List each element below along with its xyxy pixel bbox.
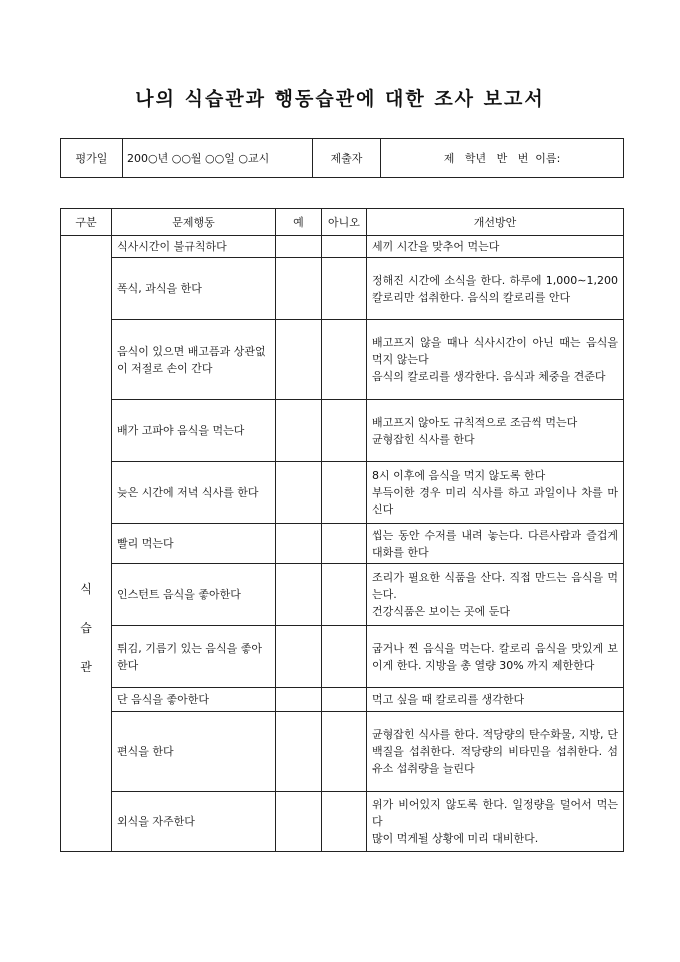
problem-behavior: 빨리 먹는다 <box>112 524 276 564</box>
yes-cell[interactable] <box>276 524 322 564</box>
table-row <box>61 258 624 320</box>
improvement-plan <box>367 462 624 524</box>
improvement-line: 음식의 칼로리를 생각한다. 음식과 체중을 견준다 <box>372 370 606 383</box>
table-row <box>61 400 624 462</box>
improvement-line: 조리가 필요한 식품을 산다. 직접 만드는 음식을 먹는다. <box>372 571 618 601</box>
yes-cell[interactable] <box>276 626 322 688</box>
improvement-line: 먹고 싶을 때 칼로리를 생각한다 <box>372 693 525 706</box>
improvement-plan <box>367 688 624 712</box>
problem-behavior: 편식을 한다 <box>112 712 276 792</box>
no-cell[interactable] <box>322 320 367 400</box>
problem-behavior: 튀김, 기름기 있는 음식을 좋아한다 <box>112 626 276 688</box>
problem-behavior: 배가 고파야 음식을 먹는다 <box>112 400 276 462</box>
yes-cell[interactable] <box>276 462 322 524</box>
table-row <box>61 792 624 852</box>
no-cell[interactable] <box>322 258 367 320</box>
yes-cell[interactable] <box>276 564 322 626</box>
improvement-line: 건강식품은 보이는 곳에 둔다 <box>372 605 511 618</box>
header-yes: 예 <box>276 209 322 236</box>
problem-behavior: 늦은 시간에 저녁 식사를 한다 <box>112 462 276 524</box>
improvement-line: 정해진 시간에 소식을 한다. 하루에 1,000∼1,200칼로리만 섭취한다. 음식의 칼로리를 안다 <box>372 273 618 304</box>
yes-cell[interactable] <box>276 712 322 792</box>
improvement-line: 균형잡힌 식사를 한다. 적당량의 탄수화물, 지방, 단백질을 섭취한다. 적당량의 비타민을 섭취한다. 섬유소 섭취량을 늘린다 <box>372 728 618 775</box>
table-row <box>61 688 624 712</box>
table-row <box>61 236 624 258</box>
no-cell[interactable] <box>322 712 367 792</box>
no-cell[interactable] <box>322 236 367 258</box>
problem-behavior: 식사시간이 불규칙하다 <box>112 236 276 258</box>
submitter-label: 제출자 <box>313 139 381 178</box>
improvement-plan <box>367 236 624 258</box>
improvement-line: 균형잡힌 식사를 한다 <box>372 432 475 446</box>
table-row <box>61 524 624 564</box>
category-cell <box>61 236 112 852</box>
header-category: 구분 <box>61 209 112 236</box>
eval-date-value: 200○년 ○○월 ○○일 ○교시 <box>123 139 313 178</box>
problem-behavior: 음식이 있으면 배고픔과 상관없이 저절로 손이 간다 <box>112 320 276 400</box>
page-title: 나의 식습관과 행동습관에 대한 조사 보고서 <box>135 88 545 110</box>
table-row <box>61 462 624 524</box>
table-row <box>61 320 624 400</box>
no-cell[interactable] <box>322 564 367 626</box>
yes-cell[interactable] <box>276 320 322 400</box>
eval-date-label: 평가일 <box>61 139 123 178</box>
improvement-line: 8시 이후에 음식을 먹지 않도록 한다 <box>372 469 546 482</box>
improvement-line: 배고프지 않아도 규칙적으로 조금씩 먹는다 <box>372 415 578 429</box>
improvement-plan <box>367 400 624 462</box>
improvement-plan <box>367 524 624 564</box>
improvement-line: 씹는 동안 수저를 내려 놓는다. 다른사람과 즐겁게 대화를 한다 <box>372 528 618 559</box>
yes-cell[interactable] <box>276 792 322 852</box>
yes-cell[interactable] <box>276 236 322 258</box>
no-cell[interactable] <box>322 792 367 852</box>
no-cell[interactable] <box>322 524 367 564</box>
submitter-value: 제 학년 반 번 이름: <box>381 139 624 178</box>
yes-cell[interactable] <box>276 688 322 712</box>
yes-cell[interactable] <box>276 400 322 462</box>
yes-cell[interactable] <box>276 258 322 320</box>
no-cell[interactable] <box>322 462 367 524</box>
improvement-line: 배고프지 않을 때나 식사시간이 아닌 때는 음식을 먹지 않는다 <box>372 336 618 366</box>
improvement-plan <box>367 320 624 400</box>
improvement-plan <box>367 712 624 792</box>
category-char: 식 <box>80 582 92 596</box>
no-cell[interactable] <box>322 688 367 712</box>
improvement-line: 굽거나 찐 음식을 먹는다. 칼로리 음식을 맛있게 보이게 한다. 지방을 총 열량 30% 까지 제한한다 <box>372 641 618 672</box>
category-char: 습 <box>80 621 92 635</box>
problem-behavior: 단 음식을 좋아한다 <box>112 688 276 712</box>
header-problem: 문제행동 <box>112 209 276 236</box>
header-no: 아니오 <box>322 209 367 236</box>
improvement-plan <box>367 258 624 320</box>
improvement-line: 세끼 시간을 맞추어 먹는다 <box>372 240 500 253</box>
category-char: 관 <box>80 660 92 674</box>
improvement-line: 위가 비어있지 않도록 한다. 일정량을 덜어서 먹는다 <box>372 798 618 828</box>
table-row <box>61 712 624 792</box>
no-cell[interactable] <box>322 626 367 688</box>
improvement-plan <box>367 792 624 852</box>
info-table <box>60 138 624 178</box>
table-row <box>61 626 624 688</box>
problem-behavior: 인스턴트 음식을 좋아한다 <box>112 564 276 626</box>
eating-habits-table <box>60 208 624 852</box>
improvement-plan <box>367 626 624 688</box>
problem-behavior: 폭식, 과식을 한다 <box>112 258 276 320</box>
improvement-plan <box>367 564 624 626</box>
improvement-line: 부득이한 경우 미리 식사를 하고 과일이나 차를 마신다 <box>372 486 618 516</box>
table-row <box>61 564 624 626</box>
improvement-line: 많이 먹게될 상황에 미리 대비한다. <box>372 832 539 845</box>
no-cell[interactable] <box>322 400 367 462</box>
header-row <box>61 209 624 236</box>
header-improvement: 개선방안 <box>367 209 624 236</box>
problem-behavior: 외식을 자주한다 <box>112 792 276 852</box>
